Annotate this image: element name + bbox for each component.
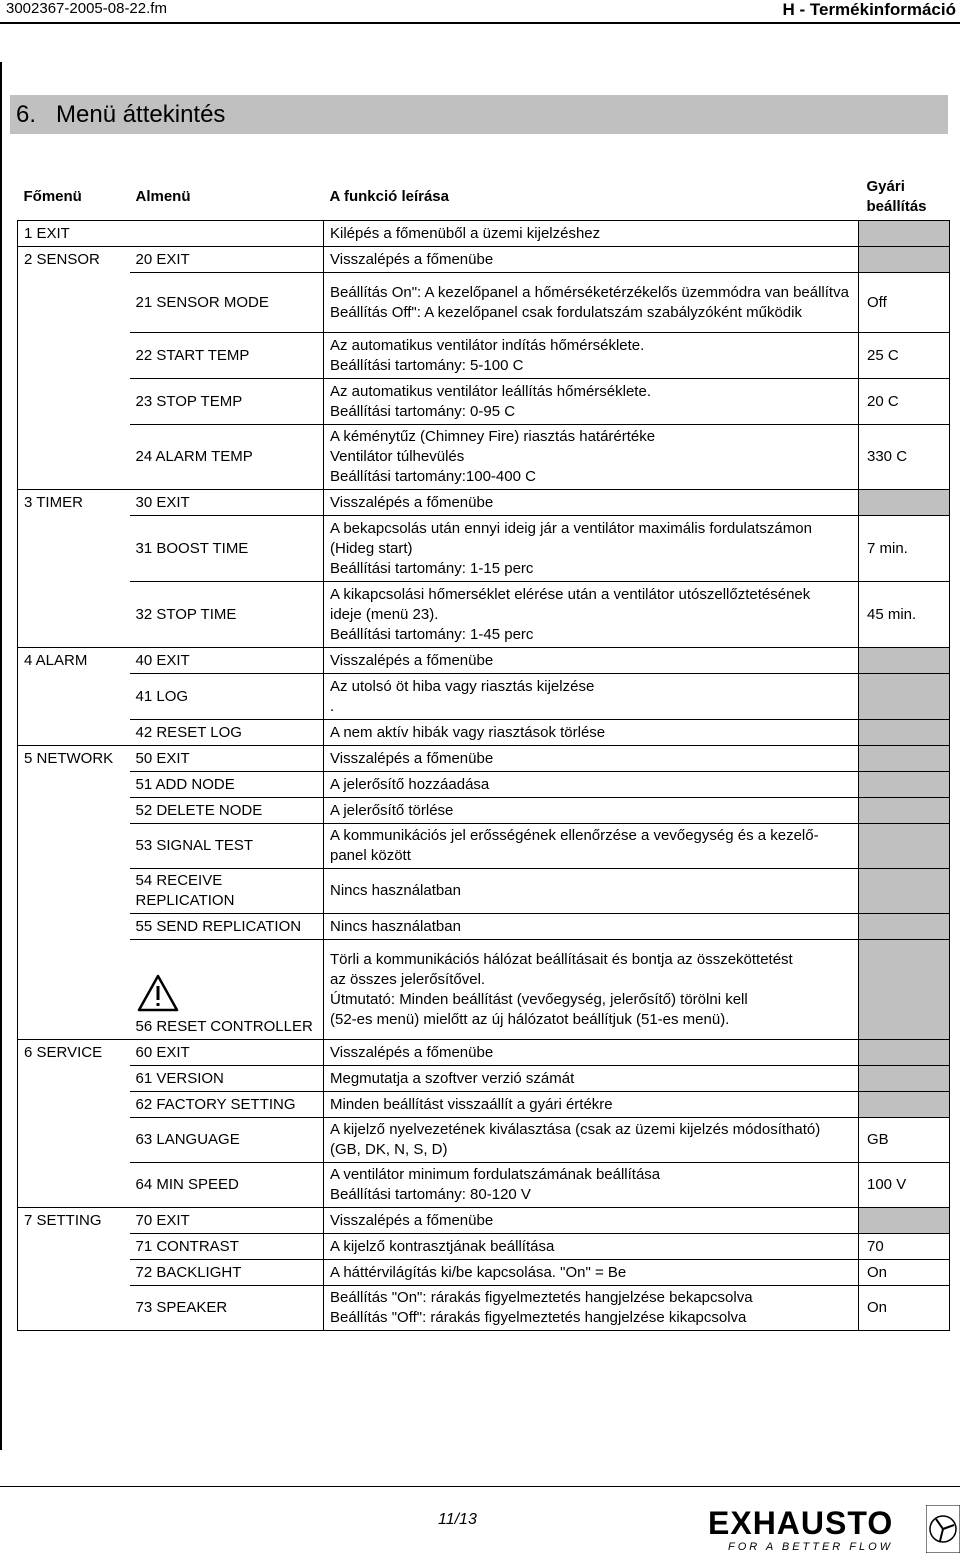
table-row bbox=[18, 798, 950, 824]
table-row bbox=[18, 1092, 950, 1118]
main-menu-cell bbox=[18, 869, 130, 914]
description-cell bbox=[324, 333, 859, 379]
table-row bbox=[18, 1208, 950, 1234]
table-header-row bbox=[18, 174, 950, 221]
warning-icon bbox=[136, 973, 180, 1013]
description-cell bbox=[324, 772, 859, 798]
footer-rule bbox=[0, 1486, 960, 1487]
description-cell bbox=[324, 720, 859, 746]
submenu-cell: 41 LOG bbox=[130, 674, 324, 720]
submenu-cell: 52 DELETE NODE bbox=[130, 798, 324, 824]
table-row bbox=[18, 1118, 950, 1163]
description-line: Beállítás Off": A kezelőpanel csak fordulatszám szabályzóként működik bbox=[330, 303, 802, 321]
submenu-cell: 23 STOP TEMP bbox=[130, 379, 324, 425]
header-description: A funkció leírása bbox=[329, 188, 449, 205]
table-row bbox=[18, 333, 950, 379]
description-line: (Hideg start) bbox=[330, 539, 413, 557]
factory-setting-cell bbox=[859, 674, 950, 720]
brand-logo bbox=[708, 1505, 960, 1555]
description-cell bbox=[324, 379, 859, 425]
header-main-menu: Főmenü bbox=[23, 188, 82, 205]
submenu-cell: 32 STOP TIME bbox=[130, 582, 324, 648]
main-menu-cell bbox=[18, 720, 130, 746]
main-menu-cell: 2 SENSOR bbox=[18, 247, 130, 273]
submenu-cell: 53 SIGNAL TEST bbox=[130, 824, 324, 869]
table-row bbox=[18, 1066, 950, 1092]
description-line: panel között bbox=[330, 847, 411, 864]
factory-setting-cell: 330 C bbox=[859, 425, 950, 490]
description-line: A kommunikációs jel erősségének ellenőrzése a vevőegység és a kezelő- bbox=[330, 827, 819, 844]
description-line: Az automatikus ventilátor indítás hőmérséklete. bbox=[330, 336, 645, 354]
main-menu-cell bbox=[18, 1092, 130, 1118]
description-cell bbox=[324, 1092, 859, 1118]
description-line: A háttérvilágítás ki/be kapcsolása. "On" = Be bbox=[330, 1263, 627, 1281]
description-cell bbox=[324, 824, 859, 869]
submenu-cell: 63 LANGUAGE bbox=[130, 1118, 324, 1163]
factory-setting-cell: 100 V bbox=[859, 1163, 950, 1208]
submenu-cell: 71 CONTRAST bbox=[130, 1234, 324, 1260]
submenu-label: 56 RESET CONTROLLER bbox=[135, 1018, 313, 1035]
submenu-cell: 40 EXIT bbox=[130, 648, 324, 674]
description-cell bbox=[324, 1234, 859, 1260]
main-menu-cell: 7 SETTING bbox=[18, 1208, 130, 1234]
main-menu-cell bbox=[18, 425, 130, 490]
factory-setting-cell bbox=[859, 648, 950, 674]
main-menu-cell bbox=[18, 824, 130, 869]
factory-setting-cell bbox=[859, 914, 950, 940]
description-line: Beállítási tartomány: 1-45 perc bbox=[330, 625, 534, 643]
header-submenu: Almenü bbox=[135, 188, 191, 205]
factory-setting-cell: On bbox=[859, 1286, 950, 1331]
table-row bbox=[18, 425, 950, 490]
description-line: Beállítás On": A kezelőpanel a hőmérséketérzékelős üzemmódra van beállítva bbox=[330, 283, 849, 301]
factory-setting-cell: On bbox=[859, 1260, 950, 1286]
factory-setting-cell bbox=[859, 720, 950, 746]
submenu-cell: 42 RESET LOG bbox=[130, 720, 324, 746]
description-line: (GB, DK, N, S, D) bbox=[330, 1141, 448, 1158]
main-menu-cell bbox=[18, 379, 130, 425]
description-line: Ventilátor túlhevülés bbox=[330, 448, 465, 465]
factory-setting-cell bbox=[859, 772, 950, 798]
main-menu-cell bbox=[18, 516, 130, 582]
description-cell bbox=[324, 1118, 859, 1163]
description-line: . bbox=[330, 697, 335, 715]
main-menu-cell: 4 ALARM bbox=[18, 648, 130, 674]
submenu-cell bbox=[130, 940, 324, 1040]
header-factory-line-1: Gyári bbox=[866, 178, 905, 195]
document-id: 3002367-2005-08-22.fm bbox=[6, 0, 167, 17]
factory-setting-cell bbox=[859, 746, 950, 772]
main-menu-cell bbox=[18, 798, 130, 824]
table-row bbox=[18, 273, 950, 333]
table-row bbox=[18, 582, 950, 648]
description-line: Beállítási tartomány: 0-95 C bbox=[330, 402, 516, 420]
brand-slogan: FOR A BETTER FLOW bbox=[728, 1541, 894, 1553]
table-row bbox=[18, 648, 950, 674]
description-line: A jelerősítő törlése bbox=[330, 801, 454, 819]
fan-logo-icon bbox=[926, 1505, 960, 1553]
table-row bbox=[18, 1163, 950, 1208]
submenu-cell: 73 SPEAKER bbox=[130, 1286, 324, 1331]
description-cell bbox=[324, 1286, 859, 1331]
submenu-cell: 50 EXIT bbox=[130, 746, 324, 772]
description-cell bbox=[324, 869, 859, 914]
description-cell bbox=[324, 1040, 859, 1066]
factory-setting-cell bbox=[859, 221, 950, 247]
factory-setting-cell: 45 min. bbox=[859, 582, 950, 648]
table-row bbox=[18, 674, 950, 720]
main-menu-cell bbox=[18, 674, 130, 720]
description-line: (52-es menü) mielőtt az új hálózatot beállítjuk (51-es menü). bbox=[330, 1010, 730, 1028]
menu-overview-table bbox=[17, 174, 950, 1331]
factory-setting-cell bbox=[859, 798, 950, 824]
table-row bbox=[18, 221, 950, 247]
description-line: az összes jelerősítővel. bbox=[330, 970, 486, 988]
submenu-cell: 24 ALARM TEMP bbox=[130, 425, 324, 490]
description-cell bbox=[324, 940, 859, 1040]
submenu-cell: 21 SENSOR MODE bbox=[130, 273, 324, 333]
table-row bbox=[18, 247, 950, 273]
description-line: Nincs használatban bbox=[330, 917, 461, 935]
submenu-cell: 30 EXIT bbox=[130, 490, 324, 516]
description-cell bbox=[324, 273, 859, 333]
submenu-cell: 22 START TEMP bbox=[130, 333, 324, 379]
description-line: Beállítási tartomány: 1-15 perc bbox=[330, 559, 534, 577]
brand-name: EXHAUSTO bbox=[708, 1505, 894, 1541]
submenu-cell: 31 BOOST TIME bbox=[130, 516, 324, 582]
main-menu-cell bbox=[18, 1066, 130, 1092]
description-cell bbox=[324, 798, 859, 824]
description-line: Az utolsó öt hiba vagy riasztás kijelzése bbox=[330, 677, 595, 695]
factory-setting-cell bbox=[859, 1040, 950, 1066]
description-line: A jelerősítő hozzáadása bbox=[330, 775, 490, 793]
factory-setting-cell: 70 bbox=[859, 1234, 950, 1260]
description-line: Útmutató: Minden beállítást (vevőegység, jelerősítő) törölni kell bbox=[330, 990, 748, 1008]
description-cell bbox=[324, 1260, 859, 1286]
main-menu-cell bbox=[18, 914, 130, 940]
description-line: A kikapcsolási hőmerséklet elérése után a ventilátor utószellőztetésének bbox=[330, 585, 811, 603]
main-menu-cell: 1 EXIT bbox=[18, 221, 130, 247]
description-cell bbox=[324, 746, 859, 772]
description-line: Nincs használatban bbox=[330, 882, 461, 899]
factory-setting-cell bbox=[859, 869, 950, 914]
main-menu-cell bbox=[18, 1234, 130, 1260]
description-line: A kéménytűz (Chimney Fire) riasztás határértéke bbox=[330, 428, 656, 445]
factory-setting-cell: 7 min. bbox=[859, 516, 950, 582]
submenu-cell bbox=[130, 221, 324, 247]
main-menu-cell: 3 TIMER bbox=[18, 490, 130, 516]
description-cell bbox=[324, 221, 859, 247]
description-cell bbox=[324, 582, 859, 648]
description-line: Visszalépés a főmenübe bbox=[330, 1211, 494, 1229]
description-line: Beállítás "Off": rárakás figyelmeztetés hangjelzése kikapcsolva bbox=[330, 1309, 747, 1326]
description-line: Kilépés a főmenüből a üzemi kijelzéshez bbox=[330, 224, 601, 242]
description-line: Törli a kommunikációs hálózat beállításait és bontja az összeköttetést bbox=[330, 950, 793, 968]
main-menu-cell: 5 NETWORK bbox=[18, 746, 130, 772]
submenu-cell: 55 SEND REPLICATION bbox=[130, 914, 324, 940]
main-menu-cell bbox=[18, 772, 130, 798]
submenu-cell: 72 BACKLIGHT bbox=[130, 1260, 324, 1286]
factory-setting-cell: GB bbox=[859, 1118, 950, 1163]
main-menu-cell: 6 SERVICE bbox=[18, 1040, 130, 1066]
header-factory-setting bbox=[859, 174, 950, 221]
submenu-cell: 70 EXIT bbox=[130, 1208, 324, 1234]
description-line: Megmutatja a szoftver verzió számát bbox=[330, 1069, 575, 1087]
description-line: A kijelző nyelvezetének kiválasztása (csak az üzemi kijelzés módosítható) bbox=[330, 1121, 821, 1138]
main-menu-cell bbox=[18, 1163, 130, 1208]
factory-setting-cell bbox=[859, 1208, 950, 1234]
main-menu-cell bbox=[18, 273, 130, 333]
page-number: 11/13 bbox=[438, 1511, 477, 1528]
description-line: Az automatikus ventilátor leállítás hőmérséklete. bbox=[330, 382, 651, 400]
description-line: Visszalépés a főmenübe bbox=[330, 749, 494, 767]
description-line: ideje (menü 23). bbox=[330, 605, 439, 623]
description-cell bbox=[324, 425, 859, 490]
description-line: A bekapcsolás után ennyi ideig jár a ventilátor maximális fordulatszámon bbox=[330, 519, 812, 537]
factory-setting-cell bbox=[859, 940, 950, 1040]
section-number: 6. bbox=[16, 101, 37, 128]
description-cell bbox=[324, 516, 859, 582]
section-title: Menü áttekintés bbox=[56, 101, 226, 128]
submenu-cell: 51 ADD NODE bbox=[130, 772, 324, 798]
description-line: Beállítási tartomány: 5-100 C bbox=[330, 356, 524, 374]
description-line: A ventilátor minimum fordulatszámának beállítása bbox=[330, 1166, 661, 1183]
table-row bbox=[18, 516, 950, 582]
section-heading bbox=[10, 95, 948, 134]
description-line: Beállítási tartomány: 80-120 V bbox=[330, 1186, 531, 1203]
description-cell bbox=[324, 1208, 859, 1234]
description-line: A nem aktív hibák vagy riasztások törlése bbox=[330, 723, 606, 741]
description-line: A kijelző kontrasztjának beállítása bbox=[330, 1237, 555, 1255]
table-row bbox=[18, 379, 950, 425]
table-row bbox=[18, 720, 950, 746]
submenu-cell: 20 EXIT bbox=[130, 247, 324, 273]
header-section-title: H - Termékinformáció bbox=[782, 0, 956, 19]
main-menu-cell bbox=[18, 940, 130, 1040]
description-cell bbox=[324, 674, 859, 720]
description-cell bbox=[324, 1163, 859, 1208]
table-row bbox=[18, 824, 950, 869]
margin-bar bbox=[0, 62, 2, 1450]
description-cell bbox=[324, 914, 859, 940]
main-menu-cell bbox=[18, 1260, 130, 1286]
main-menu-cell bbox=[18, 333, 130, 379]
submenu-cell: 64 MIN SPEED bbox=[130, 1163, 324, 1208]
submenu-cell: 62 FACTORY SETTING bbox=[130, 1092, 324, 1118]
factory-setting-cell: 25 C bbox=[859, 333, 950, 379]
factory-setting-cell bbox=[859, 824, 950, 869]
description-line: Visszalépés a főmenübe bbox=[330, 1043, 494, 1061]
table-row bbox=[18, 1234, 950, 1260]
factory-setting-cell bbox=[859, 1066, 950, 1092]
description-line: Beállítás "On": rárakás figyelmeztetés hangjelzése bekapcsolva bbox=[330, 1289, 753, 1306]
description-cell bbox=[324, 490, 859, 516]
submenu-cell: 60 EXIT bbox=[130, 1040, 324, 1066]
description-cell bbox=[324, 1066, 859, 1092]
description-line: Beállítási tartomány:100-400 C bbox=[330, 468, 536, 485]
table-row bbox=[18, 490, 950, 516]
description-line: Minden beállítást visszaállít a gyári értékre bbox=[330, 1095, 613, 1113]
table-row bbox=[18, 1040, 950, 1066]
table-row bbox=[18, 746, 950, 772]
header-factory-line-2: beállítás bbox=[866, 198, 927, 215]
table-row bbox=[18, 869, 950, 914]
submenu-cell: 54 RECEIVE REPLICATION bbox=[130, 869, 324, 914]
factory-setting-cell bbox=[859, 247, 950, 273]
table-row bbox=[18, 1286, 950, 1331]
description-line: Visszalépés a főmenübe bbox=[330, 651, 494, 669]
main-menu-cell bbox=[18, 582, 130, 648]
header-rule bbox=[0, 22, 960, 24]
main-menu-cell bbox=[18, 1286, 130, 1331]
description-cell bbox=[324, 247, 859, 273]
description-line: Visszalépés a főmenübe bbox=[330, 493, 494, 511]
description-cell bbox=[324, 648, 859, 674]
factory-setting-cell bbox=[859, 490, 950, 516]
main-menu-cell bbox=[18, 1118, 130, 1163]
table-row bbox=[18, 1260, 950, 1286]
factory-setting-cell bbox=[859, 1092, 950, 1118]
factory-setting-cell: Off bbox=[859, 273, 950, 333]
factory-setting-cell: 20 C bbox=[859, 379, 950, 425]
table-row bbox=[18, 772, 950, 798]
table-row bbox=[18, 940, 950, 1040]
submenu-cell: 61 VERSION bbox=[130, 1066, 324, 1092]
table-row bbox=[18, 914, 950, 940]
description-line: Visszalépés a főmenübe bbox=[330, 250, 494, 268]
